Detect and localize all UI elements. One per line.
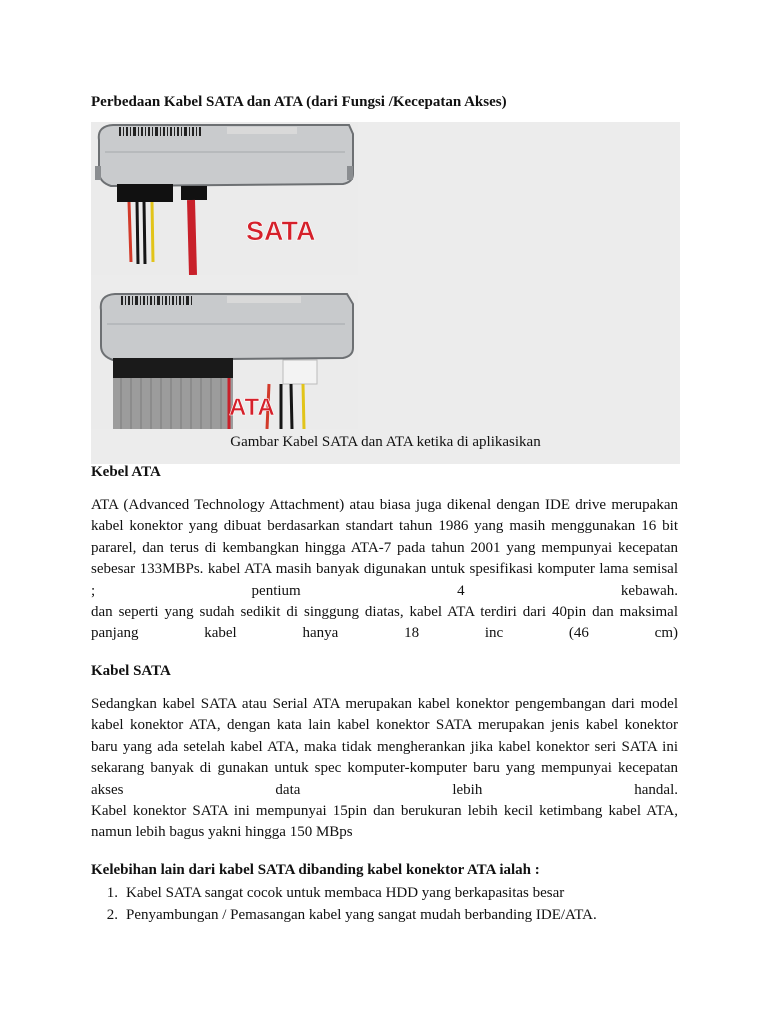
sata-photo <box>91 122 358 275</box>
paragraph-line: dan seperti yang sudah sedikit di singgung diatas, kabel ATA terdiri dari 40pin dan maksimal <box>91 604 678 621</box>
page-title: Perbedaan Kabel SATA dan ATA (dari Fungsi /Kecepatan Akses) <box>91 94 507 110</box>
ata-label-graphic: ATA <box>229 394 275 421</box>
paragraph-line: kabel konektor yang dibuat berdasarkan standart tahun 1986 yang masih menggunakan 16 bit <box>91 518 678 535</box>
advantages-list <box>91 883 681 926</box>
list-number: 2. <box>106 906 118 923</box>
paragraph-line: pararel, dan terus di kembangkan hingga ATA-7 pada tahun 2001 yang mempunyai kecepatan <box>91 539 678 556</box>
list-text: Penyambungan / Pemasangan kabel yang sangat mudah berbanding IDE/ATA. <box>126 906 597 923</box>
sata-label-graphic: SATA <box>246 216 316 246</box>
list-item <box>91 883 681 905</box>
paragraph-line: Kabel konektor SATA ini mempunyai 15pin dan berukuran lebih kecil ketimbang kabel ATA, <box>91 803 678 820</box>
figure-caption: Gambar Kabel SATA dan ATA ketika di aplikasikan <box>230 434 541 450</box>
list-number: 1. <box>106 885 118 901</box>
paragraph-line: akses data lebih handal. <box>91 781 678 798</box>
section-heading-ata: Kebel ATA <box>91 464 161 480</box>
paragraph-line: panjang kabel hanya 18 inc (46 cm) <box>91 625 678 642</box>
ata-photo <box>91 290 358 429</box>
paragraph-line: Sedangkan kabel SATA atau Serial ATA merupakan kabel konektor pengembangan dari model <box>91 696 678 712</box>
paragraph-line: ATA (Advanced Technology Attachment) atau biasa juga dikenal dengan IDE drive merupakan <box>91 497 678 513</box>
paragraph-ata <box>91 495 678 645</box>
paragraph-line: namun lebih bagus yakni hingga 150 MBps <box>91 824 353 841</box>
advantages-heading: Kelebihan lain dari kabel SATA dibanding kabel konektor ATA ialah : <box>91 862 540 878</box>
section-heading-sata: Kabel SATA <box>91 663 171 679</box>
paragraph-sata <box>91 694 678 844</box>
paragraph-line: sekarang banyak di gunakan untuk spec komputer-komputer baru yang mempunyai kecepatan <box>91 760 678 777</box>
paragraph-line: kabel konektor ATA, dengan kata lain kabel konektor SATA merupakan jenis kabel konektor <box>91 717 678 734</box>
list-item <box>91 905 681 927</box>
paragraph-line: baru yang ada setelah kabel ATA, maka tidak mengherankan jika kabel konektor seri SATA ini <box>91 738 678 755</box>
paragraph-line: ; pentium 4 kebawah. <box>91 582 678 599</box>
list-text: Kabel SATA sangat cocok untuk membaca HDD yang berkapasitas besar <box>126 885 565 901</box>
paragraph-line: sebesar 133MBPs. kabel ATA masih banyak digunakan untuk spesifikasi komputer lama semisal <box>91 561 678 578</box>
